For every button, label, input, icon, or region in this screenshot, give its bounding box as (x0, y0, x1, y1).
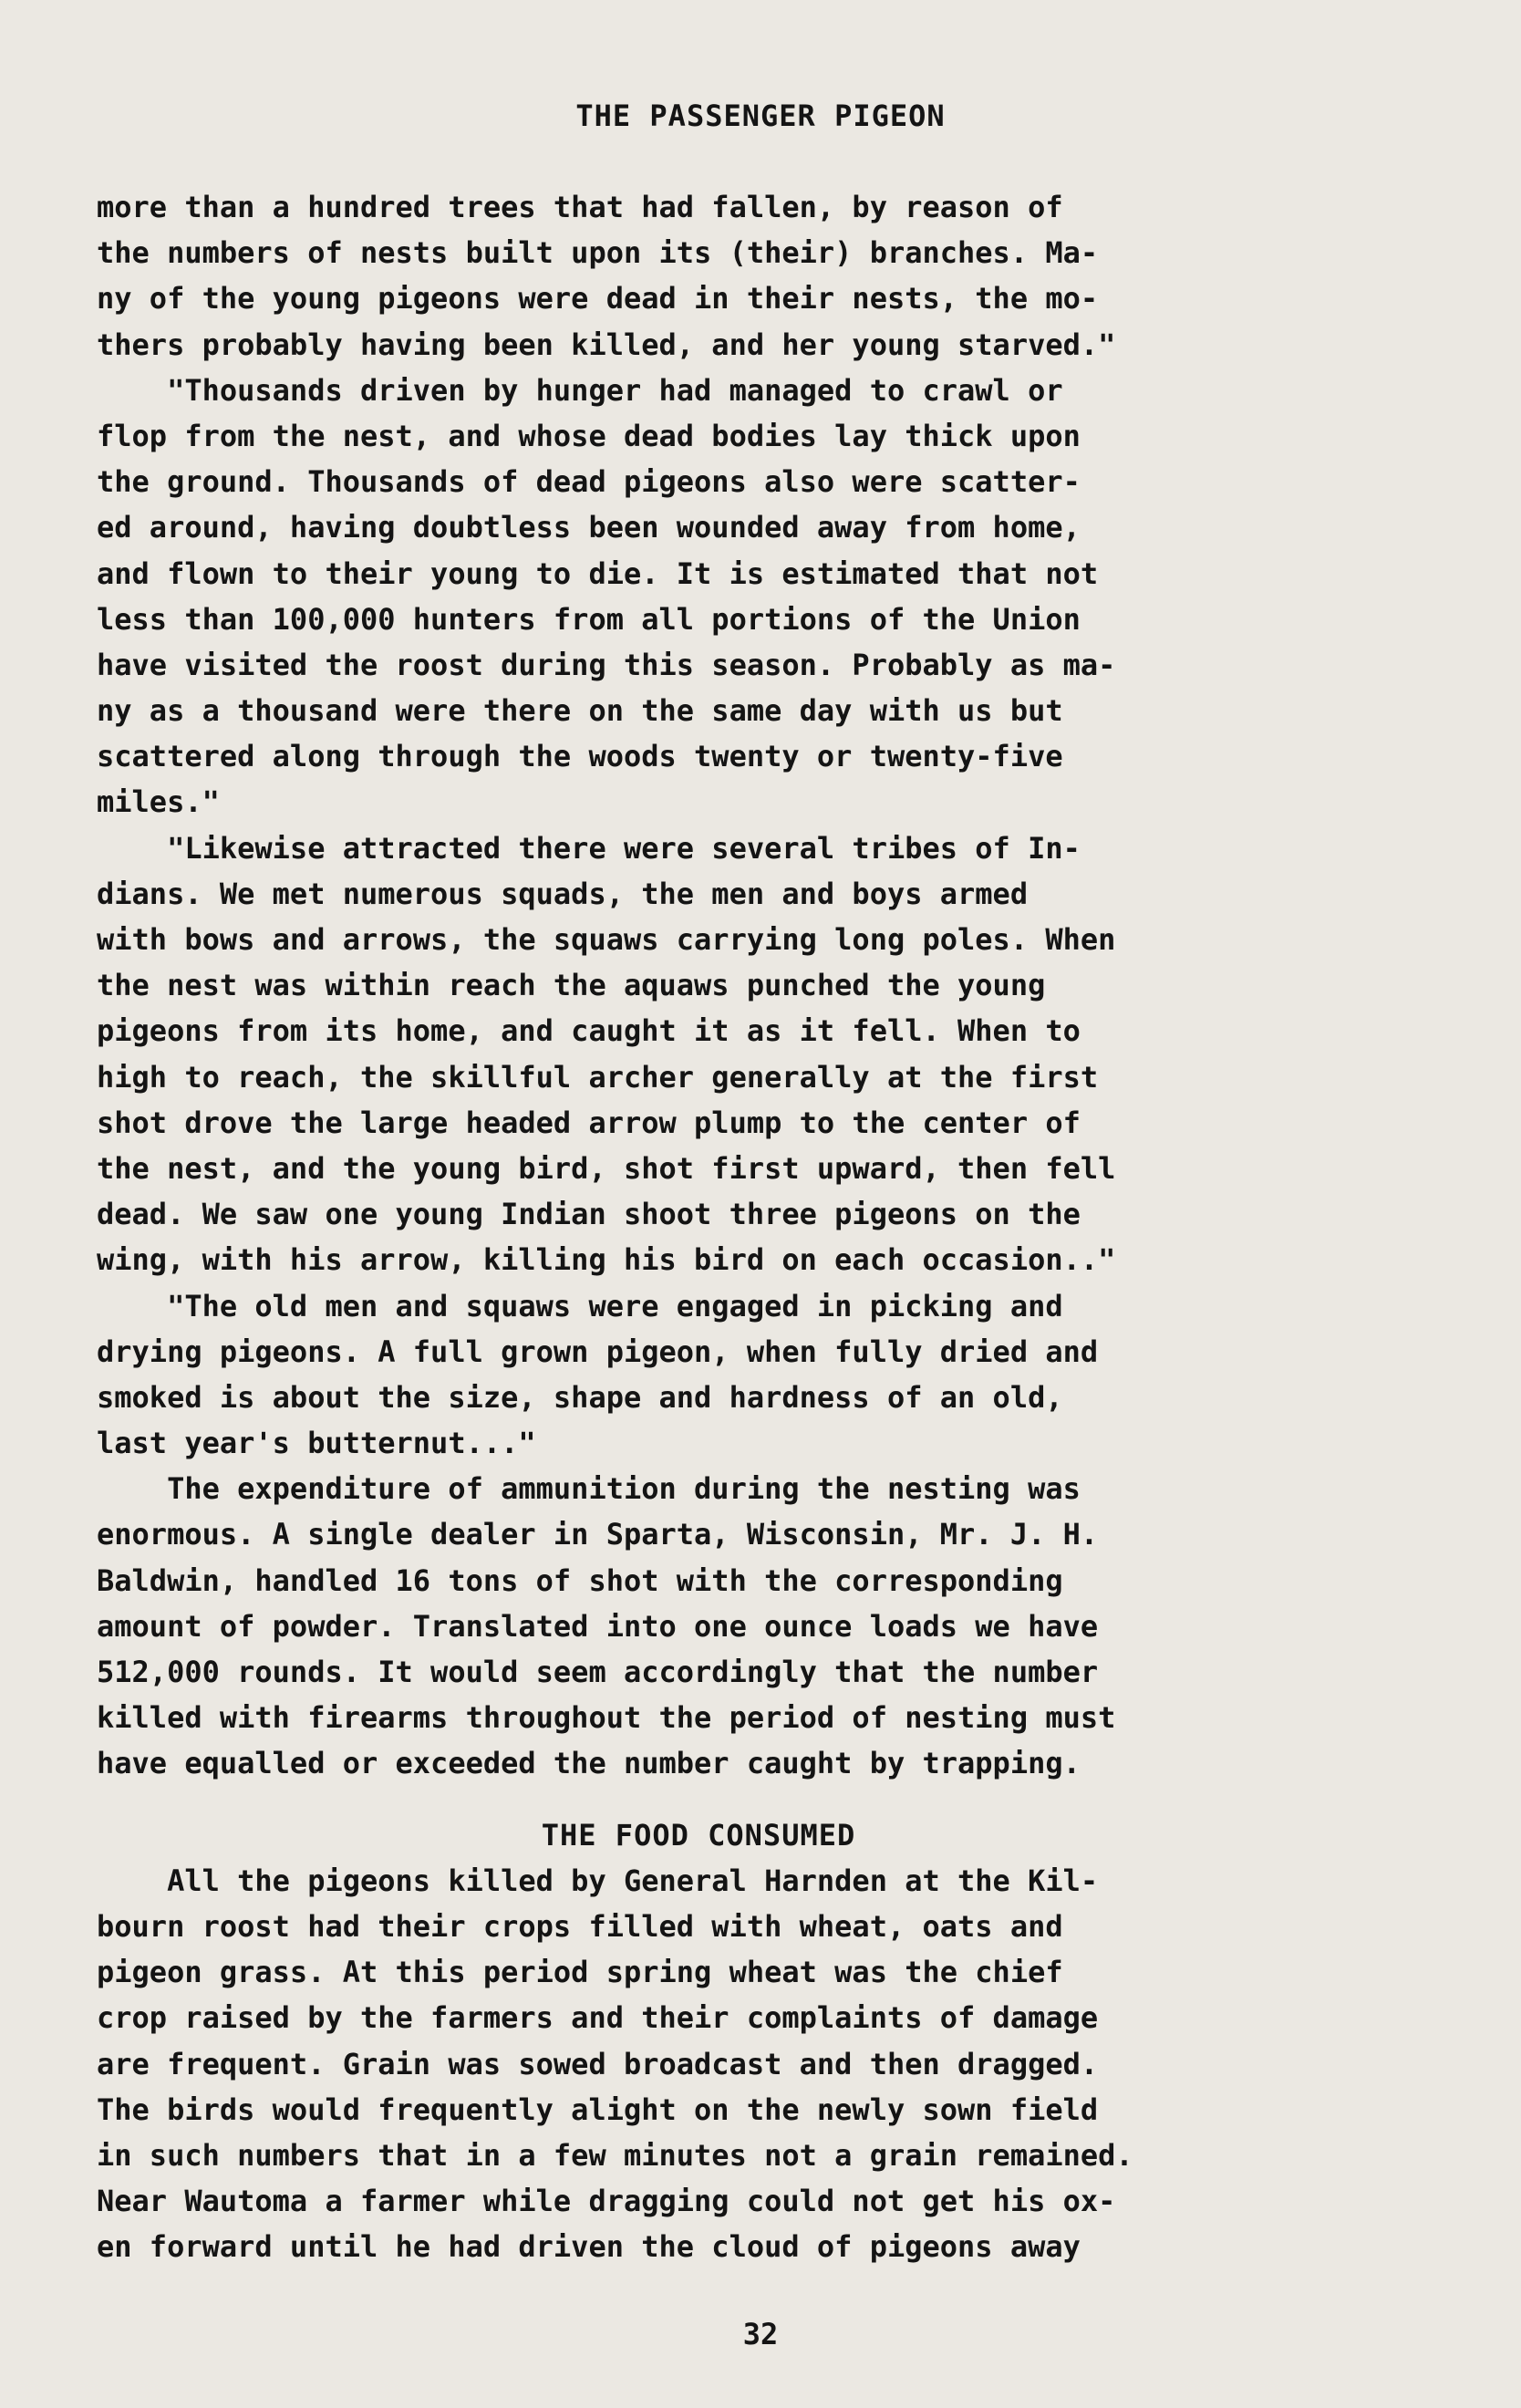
text-line: en forward until he had driven the cloud of pigeons away (97, 2229, 1081, 2265)
text-line: "The old men and squaws were engaged in picking and (97, 1288, 1063, 1323)
text-line: bourn roost had their crops filled with wheat, oats and (97, 1908, 1063, 1944)
text-line: the nest was within reach the aquaws punched the young (97, 968, 1046, 1003)
text-line: pigeon grass. At this period spring wheat was the chief (97, 1955, 1063, 1990)
text-line: smoked is about the size, shape and hardness of an old, (97, 1379, 1063, 1415)
text-line: dians. We met numerous squads, the men and boys armed (97, 876, 1029, 911)
text-line: amount of powder. Translated into one ounce loads we have (97, 1608, 1099, 1644)
text-line: the numbers of nests built upon its (their) branches. Ma- (97, 235, 1099, 271)
text-line: The expenditure of ammunition during the nesting was (97, 1471, 1081, 1507)
text-line: "Thousands driven by hunger had managed to crawl or (97, 372, 1063, 408)
text-line: miles." (97, 784, 220, 820)
text-line: last year's butternut..." (97, 1426, 536, 1461)
text-line: have visited the roost during this season. Probably as ma- (97, 647, 1116, 682)
body-part-2 (97, 1858, 1428, 2270)
text-line: have equalled or exceeded the number caught by trapping. (97, 1746, 1081, 1781)
text-line: pigeons from its home, and caught it as it fell. When to (97, 1013, 1081, 1049)
text-line: Baldwin, handled 16 tons of shot with the corresponding (97, 1562, 1063, 1598)
text-line: in such numbers that in a few minutes not a grain remained. (97, 2137, 1133, 2173)
text-line: and flown to their young to die. It is estimated that not (97, 555, 1099, 591)
text-line: enormous. A single dealer in Sparta, Wisconsin, Mr. J. H. (97, 1517, 1099, 1552)
text-line: flop from the nest, and whose dead bodies lay thick upon (97, 418, 1081, 453)
running-header: THE PASSENGER PIGEON (575, 99, 946, 133)
text-line: drying pigeons. A full grown pigeon, when fully dried and (97, 1334, 1099, 1369)
text-line: The birds would frequently alight on the newly sown field (97, 2091, 1099, 2127)
text-line: more than a hundred trees that had fallen, by reason of (97, 190, 1063, 224)
text-line: Near Wautoma a farmer while dragging could not get his ox- (97, 2184, 1116, 2219)
text-line: shot drove the large headed arrow plump to the center of (97, 1105, 1081, 1140)
text-line: high to reach, the skillful archer generally at the first (97, 1059, 1099, 1095)
text-line: less than 100,000 hunters from all portions of the Union (97, 601, 1081, 637)
text-line: crop raised by the farmers and their complaints of damage (97, 2000, 1099, 2036)
text-line: 512,000 rounds. It would seem accordingly that the number (97, 1655, 1099, 1689)
text-line: ed around, having doubtless been wounded away from home, (97, 510, 1081, 545)
page-number: 32 (742, 2317, 779, 2351)
section-heading: THE FOOD CONSUMED (541, 1817, 856, 1853)
body-part-1 (97, 184, 1428, 1787)
text-line: ny as a thousand were there on the same day with us but (97, 693, 1063, 729)
text-line: ny of the young pigeons were dead in their nests, the mo- (97, 281, 1099, 317)
text-line: thers probably having been killed, and her young starved." (97, 327, 1116, 362)
text-line: killed with firearms throughout the period of nesting must (97, 1700, 1116, 1736)
text-line: the nest, and the young bird, shot first upward, then fell (97, 1150, 1116, 1186)
text-line: All the pigeons killed by General Harnden at the Kil- (97, 1863, 1099, 1898)
text-line: wing, with his arrow, killing his bird on each occasion.." (97, 1242, 1116, 1278)
text-line: the ground. Thousands of dead pigeons also were scatter- (97, 464, 1081, 500)
text-line: scattered along through the woods twenty or twenty-five (97, 739, 1063, 774)
text-line: dead. We saw one young Indian shoot three pigeons on the (97, 1197, 1081, 1232)
text-line: "Likewise attracted there were several tribes of In- (97, 830, 1081, 866)
text-line: are frequent. Grain was sowed broadcast and then dragged. (97, 2046, 1099, 2081)
body-text (97, 184, 1428, 2269)
text-line: with bows and arrows, the squaws carrying long poles. When (97, 922, 1116, 957)
